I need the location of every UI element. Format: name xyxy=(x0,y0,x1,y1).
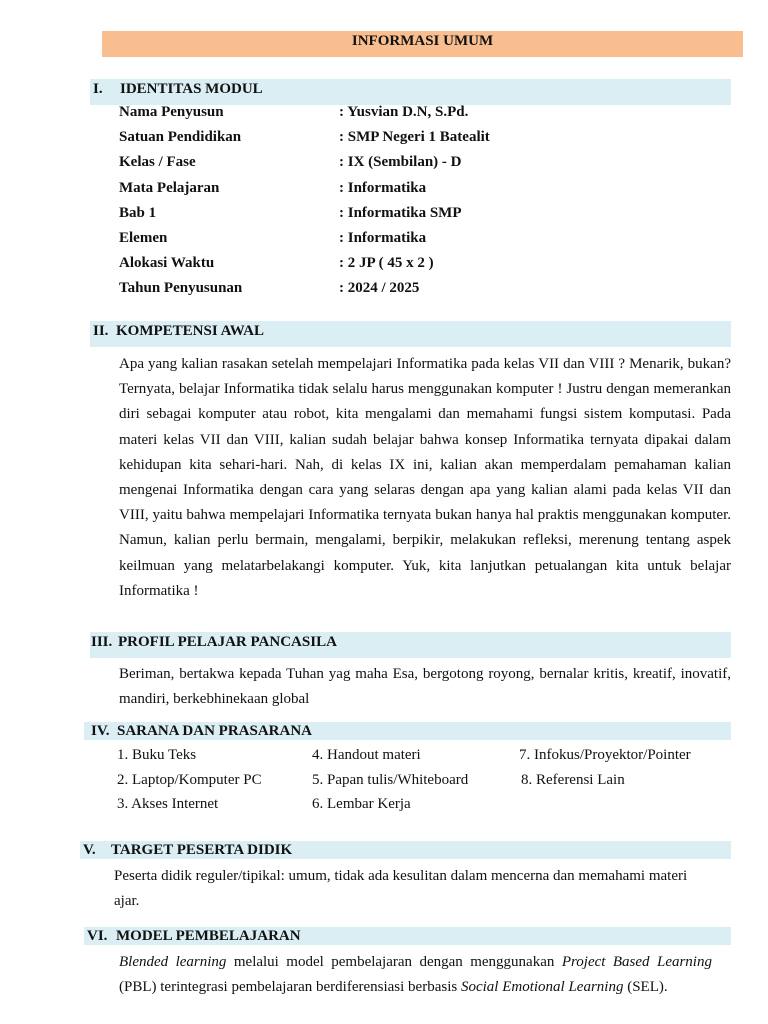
section-2-heading: KOMPETENSI AWAL xyxy=(116,323,264,339)
section-6-heading: MODEL PEMBELAJARAN xyxy=(116,928,301,944)
identity-value: : Informatika SMP xyxy=(339,204,462,221)
identity-label: Kelas / Fase xyxy=(119,154,196,171)
identity-value: : SMP Negeri 1 Batealit xyxy=(339,129,490,146)
facility-list-item: 1. Buku Teks xyxy=(117,747,197,763)
italic-term: Social Emotional Learning xyxy=(460,978,624,995)
section-6-number: VI. xyxy=(87,928,108,944)
section-2-number: II. xyxy=(93,323,109,339)
identity-row xyxy=(119,129,719,149)
paragraph-text: melalui model pembelajaran dengan menggunakan xyxy=(226,954,562,970)
section-4-number: IV. xyxy=(91,723,110,739)
section-5-paragraph: Peserta didik reguler/tipikal: umum, tidak ada kesulitan dalam mencerna dan memahami materi ajar. xyxy=(114,868,688,909)
section-3-heading: PROFIL PELAJAR PANCASILA xyxy=(118,634,337,650)
identity-row xyxy=(119,205,719,225)
identity-row xyxy=(119,255,719,275)
identity-label: Elemen xyxy=(119,230,168,246)
identity-value: : IX (Sembilan) - D xyxy=(339,154,462,171)
section-3-paragraph: Beriman, bertakwa kepada Tuhan yag maha Esa, bergotong royong, bernalar kritis, kreatif, inovatif, mandiri, berkebhinekaan global xyxy=(119,666,731,707)
identity-row xyxy=(119,104,719,124)
section-3-number: III. xyxy=(91,634,113,650)
identity-value: : 2024 / 2025 xyxy=(339,280,420,297)
facility-list-item: 7. Infokus/Proyektor/Pointer xyxy=(519,747,691,763)
facility-list-item: 3. Akses Internet xyxy=(117,796,219,812)
section-4-heading: SARANA DAN PRASARANA xyxy=(117,723,313,739)
identity-label: Nama Penyusun xyxy=(119,104,224,120)
paragraph-text: (PBL) terintegrasi pembelajaran berdiferensiasi berbasis xyxy=(119,978,461,995)
identity-value: : Informatika xyxy=(339,230,427,246)
paragraph-text: (SEL). xyxy=(623,978,668,995)
identity-label: Alokasi Waktu xyxy=(119,255,215,272)
facility-list-item: 8. Referensi Lain xyxy=(521,772,625,788)
italic-term: Project Based Learning xyxy=(561,954,712,970)
page-title: INFORMASI UMUM xyxy=(351,33,494,49)
section-1-number: I. xyxy=(93,81,103,97)
identity-label: Bab 1 xyxy=(119,204,157,221)
facility-list-item: 6. Lembar Kerja xyxy=(312,796,411,812)
identity-label: Tahun Penyusunan xyxy=(119,280,243,297)
identity-value: : Informatika xyxy=(339,179,427,196)
identity-value: : 2 JP ( 45 x 2 ) xyxy=(339,255,434,272)
section-1-heading: IDENTITAS MODUL xyxy=(120,81,263,97)
facility-list-item: 2. Laptop/Komputer PC xyxy=(117,772,262,788)
section-5-heading: TARGET PESERTA DIDIK xyxy=(111,842,293,858)
identity-row xyxy=(119,230,719,250)
facility-list-item: 4. Handout materi xyxy=(312,747,421,763)
section-2-paragraph: Apa yang kalian rasakan setelah mempelajari Informatika pada kelas VII dan VIII ? Menarik, bukan? Ternyata, belajar Informatika tidak selalu harus menggunakan komputer ! Justru dengan memerankan diri sebagai komputer atau robot, kita mengalami dan memahami fungsi sistem komputasi. Pada materi kelas VII dan VIII, kalian sudah belajar bahwa konsep Informatika ternyata dipakai dalam kehidupan kita sehari-hari. Nah, di kelas IX ini, kalian akan memperdalam pemahaman kalian mengenai Informatika dengan cara yang selaras dengan apa yang kalian alami pada kelas VII dan VIII, yaitu bahwa mempelajari Informatika ternyata bukan hanya hal praktis menggunakan komputer. Namun, kalian perlu bermain, mengalami, berpikir, melakukan refleksi, merenung tentang aspek keilmuan yang melatarbelakangi komputer. Yuk, kita lanjutkan petualangan kita untuk belajar Informatika ! xyxy=(119,356,731,599)
identity-label: Satuan Pendidikan xyxy=(119,129,242,146)
identity-label: Mata Pelajaran xyxy=(119,179,220,196)
italic-term: Blended learning xyxy=(119,954,227,970)
identity-row xyxy=(119,280,719,300)
section-6-paragraph xyxy=(119,950,712,999)
section-5-number: V. xyxy=(83,842,96,858)
identity-row xyxy=(119,154,719,174)
identity-row xyxy=(119,180,719,200)
facility-list-item: 5. Papan tulis/Whiteboard xyxy=(312,772,469,788)
identity-value: : Yusvian D.N, S.Pd. xyxy=(339,104,469,120)
